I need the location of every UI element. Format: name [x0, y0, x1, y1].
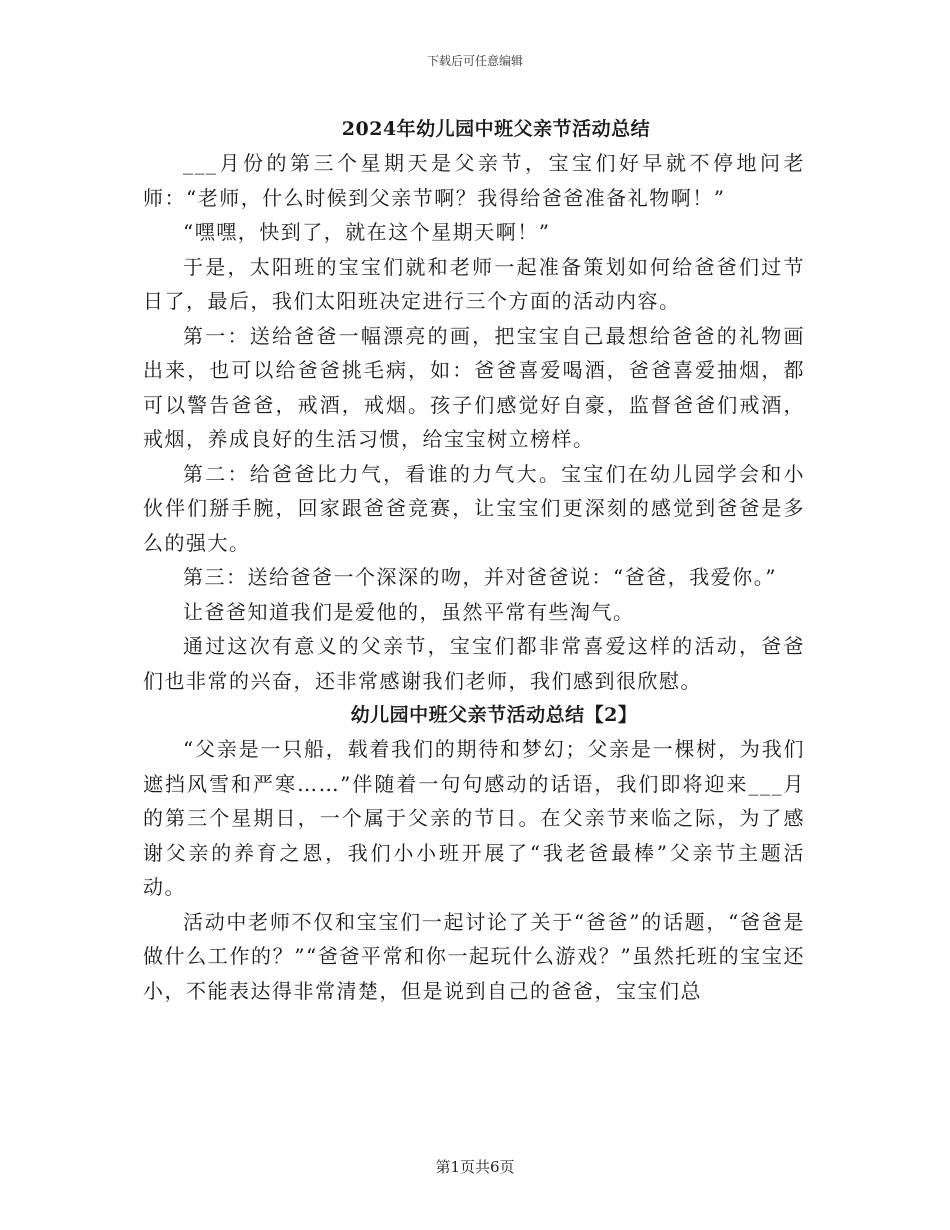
paragraph: 活动中老师不仅和宝宝们一起讨论了关于“爸爸”的话题，“爸爸是做什么工作的？”“爸爸平常和你一起玩什么游戏？”虽然托班的宝宝还小，不能表达得非常清楚，但是说到自己的爸爸，宝宝们总	[143, 909, 805, 1003]
paragraph: 于是，太阳班的宝宝们就和老师一起准备策划如何给爸爸们过节日了，最后，我们太阳班决定进行三个方面的活动内容。	[143, 254, 805, 313]
paragraph: 第三：送给爸爸一个深深的吻，并对爸爸说：“爸爸，我爱你。”	[183, 565, 777, 589]
paragraph: 第一：送给爸爸一幅漂亮的画，把宝宝自己最想给爸爸的礼物画出来，也可以给爸爸挑毛病，如：爸爸喜爱喝酒，爸爸喜爱抽烟，都可以警告爸爸，戒酒，戒烟。孩子们感觉好自豪，监督爸爸们戒酒，戒烟，养成良好的生活习惯，给宝宝树立榜样。	[143, 323, 805, 451]
section-title-1: 2024年幼儿园中班父亲节活动总结	[341, 118, 651, 140]
section-title-2: 幼儿园中班父亲节活动总结【2】	[350, 704, 638, 726]
header-note: 下载后可任意编辑	[426, 54, 523, 68]
document-body	[143, 112, 805, 1008]
paragraph: “父亲是一只船，载着我们的期待和梦幻；父亲是一棵树，为我们遮挡风雪和严寒……”伴随着一句句感动的话语，我们即将迎来___月的第三个星期日，一个属于父亲的节日。在父亲节来临之际，为了感谢父亲的养育之恩，我们小小班开展了“我老爸最棒”父亲节主题活动。	[143, 737, 805, 899]
paragraph: ___月份的第三个星期天是父亲节，宝宝们好早就不停地问老师：“老师，什么时候到父亲节啊？我得给爸爸准备礼物啊！”	[143, 151, 805, 210]
paragraph: 让爸爸知道我们是爱他的，虽然平常有些淘气。	[183, 599, 635, 624]
paragraph: 第二：给爸爸比力气，看谁的力气大。宝宝们在幼儿园学会和小伙伴们掰手腕，回家跟爸爸竞赛，让宝宝们更深刻的感觉到爸爸是多么的强大。	[143, 461, 805, 555]
paragraph: “嘿嘿，快到了，就在这个星期天啊！”	[183, 220, 551, 244]
paragraph: 通过这次有意义的父亲节，宝宝们都非常喜爱这样的活动，爸爸们也非常的兴奋，还非常感谢我们老师，我们感到很欣慰。	[143, 634, 805, 693]
page-footer: 第1页共6页	[435, 1158, 515, 1176]
